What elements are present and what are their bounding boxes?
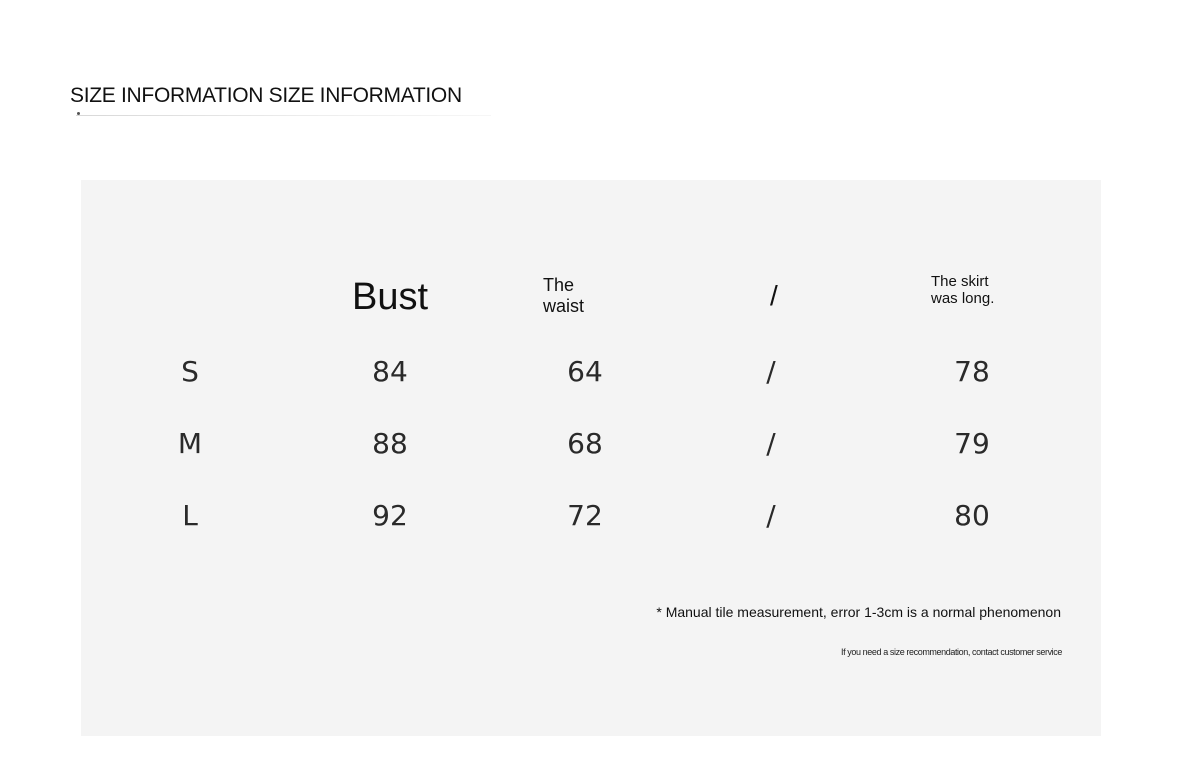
row-skirt-value: 79 <box>954 427 990 460</box>
row-size-label: S <box>181 355 199 388</box>
contact-note: If you need a size recommendation, contact customer service <box>840 647 1062 657</box>
row-skirt-value: 78 <box>954 355 990 388</box>
measurement-note: * Manual tile measurement, error 1-3cm is a normal phenomenon <box>656 604 1061 620</box>
row-bust-value: 84 <box>372 355 408 388</box>
header-waist: The waist <box>543 275 585 316</box>
row-bust-value: 92 <box>372 499 408 532</box>
row-slash-value: / <box>766 499 776 532</box>
row-waist-value: 72 <box>567 499 603 532</box>
header-slash: / <box>770 280 778 311</box>
row-size-label: M <box>177 427 203 460</box>
row-size-label: L <box>182 499 198 532</box>
row-waist-value: 64 <box>567 355 603 388</box>
row-waist-value: 68 <box>567 427 603 460</box>
page-heading: SIZE INFORMATION SIZE INFORMATION <box>70 84 462 107</box>
header-skirt-length: The skirt was long. <box>931 273 995 307</box>
row-bust-value: 88 <box>372 427 408 460</box>
header-bust: Bust <box>352 276 429 318</box>
row-skirt-value: 80 <box>954 499 990 532</box>
heading-dot <box>77 112 80 115</box>
row-slash-value: / <box>766 427 776 460</box>
row-slash-value: / <box>766 355 776 388</box>
heading-underline <box>76 115 491 116</box>
